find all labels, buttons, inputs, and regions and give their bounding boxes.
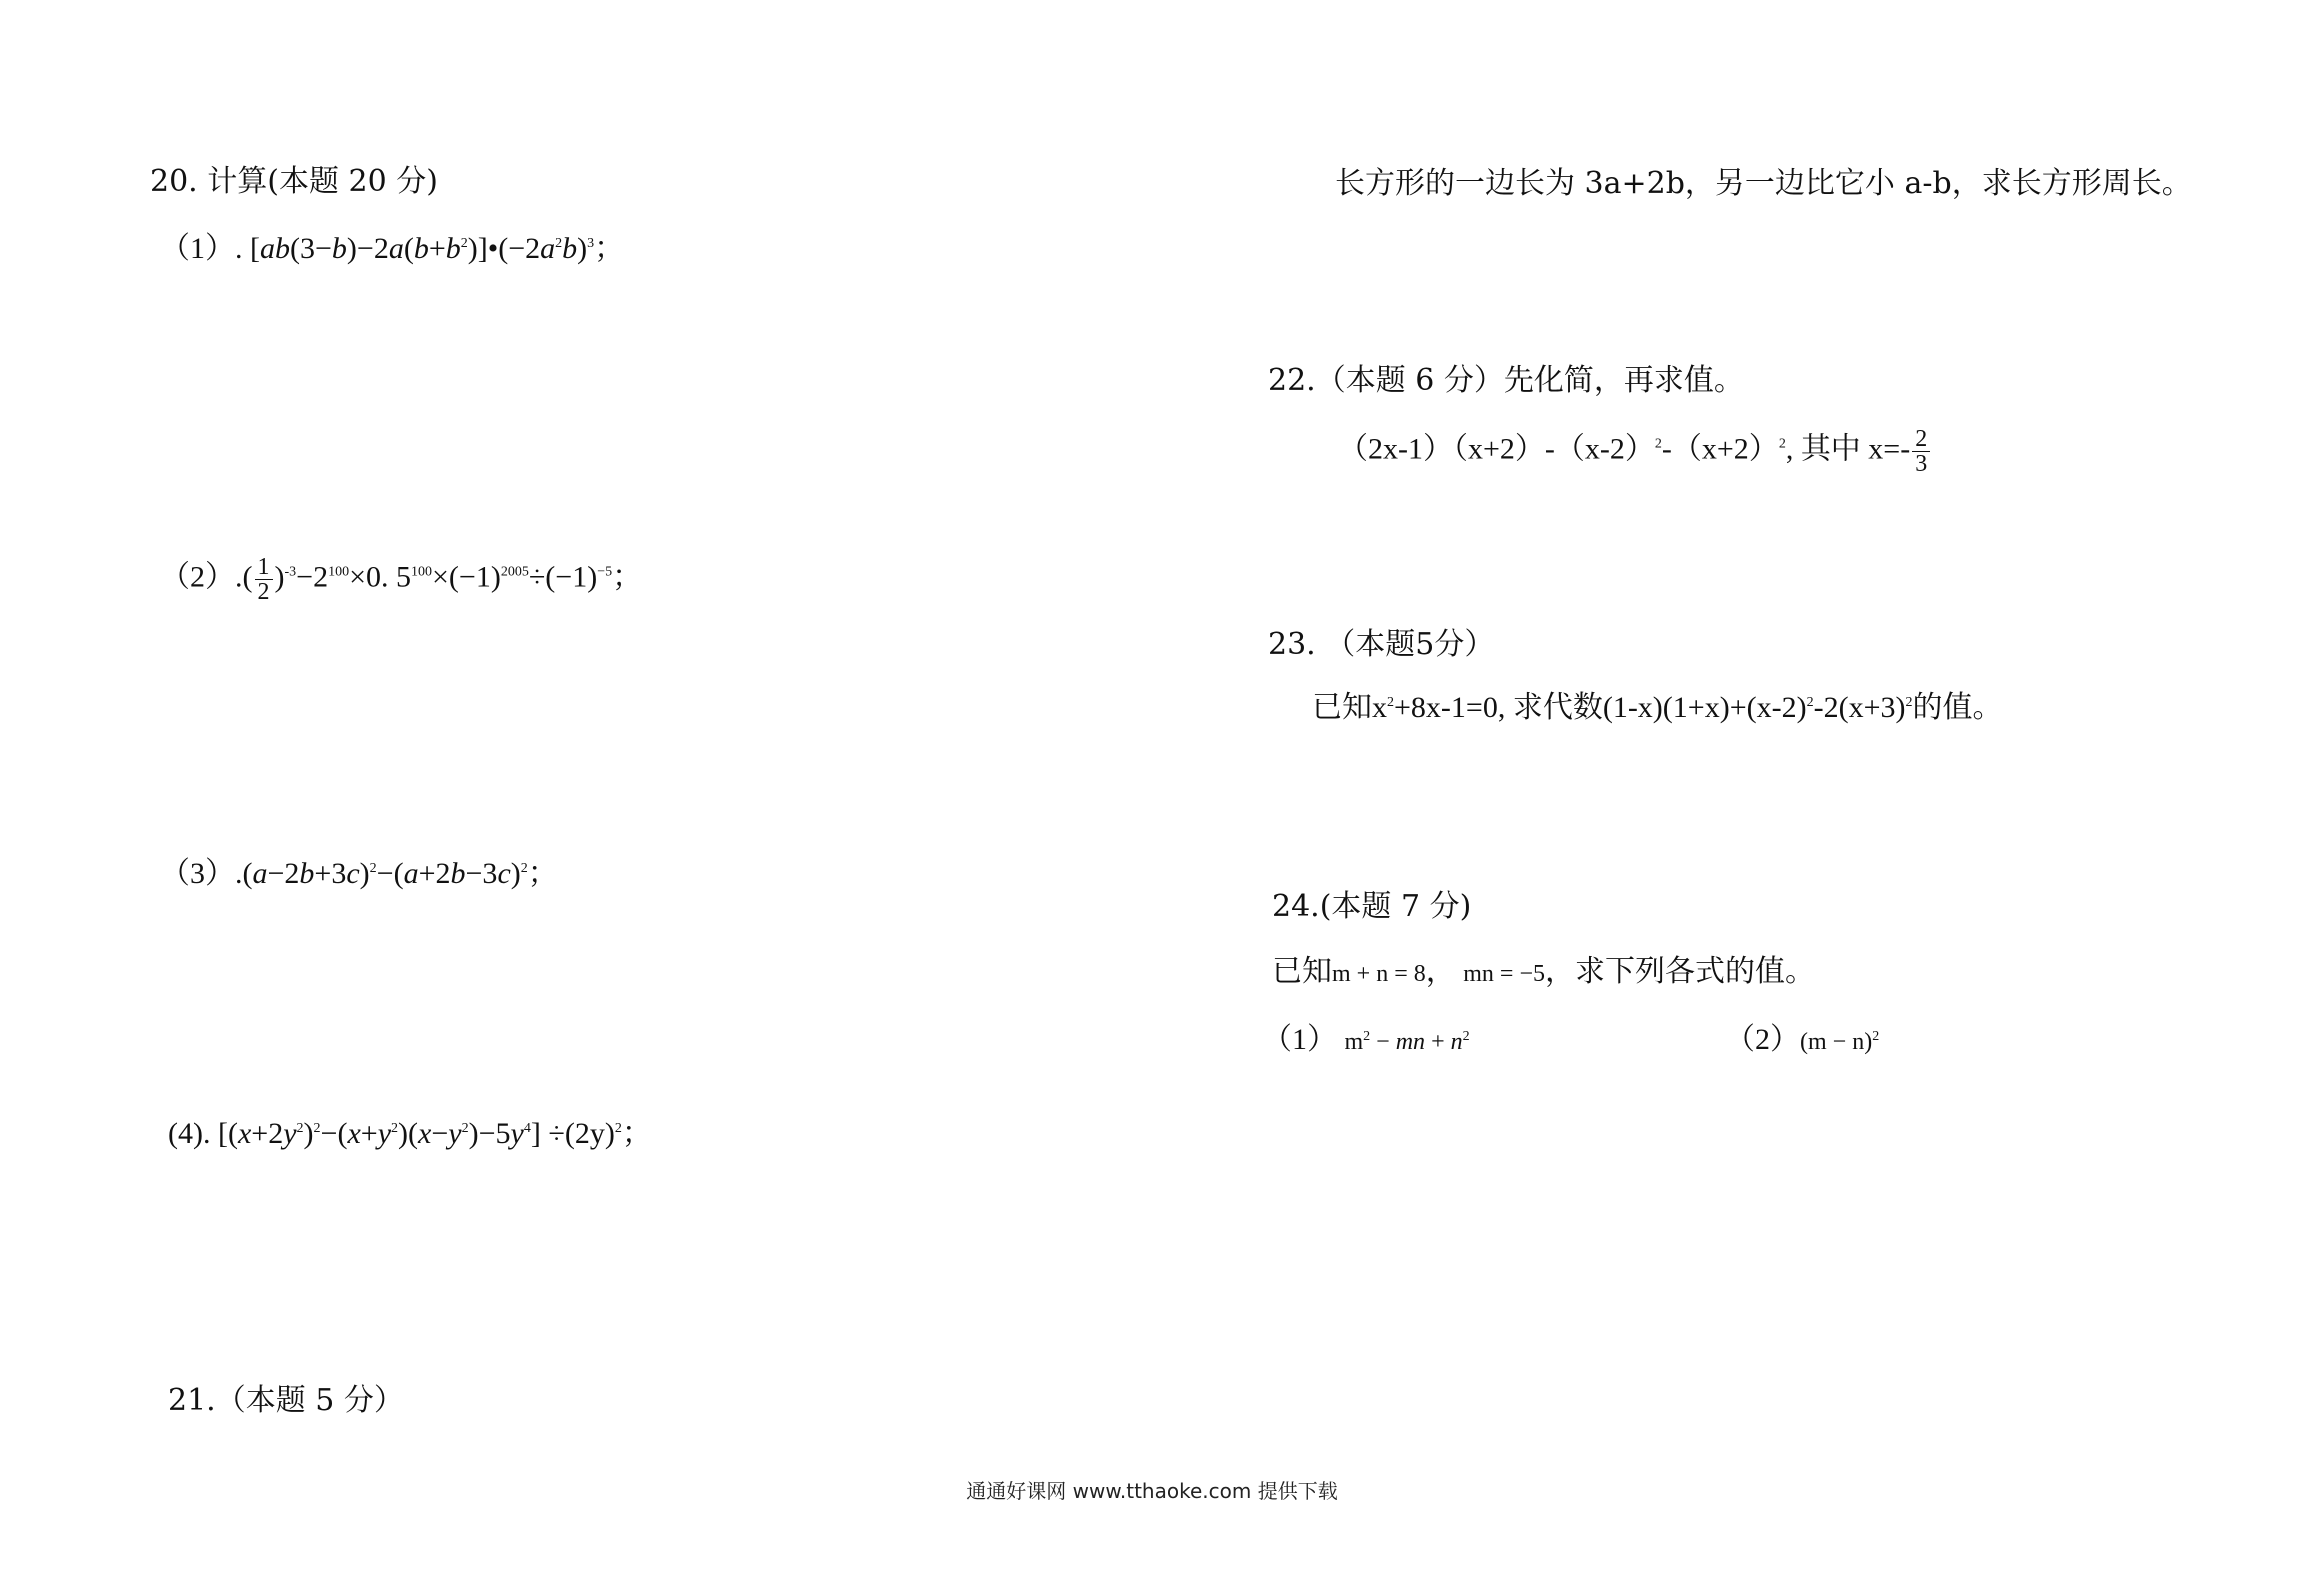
q24-part2-label: （2）	[1725, 1023, 1800, 1056]
fraction-two-thirds: $\frac{2}{3}$	[1912, 427, 1930, 476]
q20-part4-label: (4).	[168, 1117, 211, 1150]
q20-part4: (4). $[(x+2y^2)^2-(x+y^2)(x-y^2)-5y^4] \div(2y)^2$；	[168, 1117, 652, 1150]
q24-part2: $(2)(m - n)^2$	[1725, 1023, 1880, 1056]
q24-given: 已知m + n = 8， mn = −5，求下列各式的值。	[1272, 955, 1815, 988]
q20-part2: （2）.( $\frac{1}{2}$ )$^{-3}-2^{100}\times 0$. $5^{100}\times(-1)^{2005}\div(-1)^{-5}$；	[160, 554, 643, 605]
q20-part2-label: （2）.	[160, 560, 243, 594]
q20-part3: $(3).(a-2b+3c)^2-(a+2b-3c)^2$；	[160, 857, 558, 890]
q21-heading: 21.（本题 5 分）	[168, 1383, 404, 1418]
q20-part1-label: （1）.	[160, 232, 243, 265]
q20-heading: 20. 计算(本题 20 分)	[150, 164, 438, 199]
q20-part1: （1）. $[ab(3-b)-2a(b+b^2)]•(-2a^2b)^3$；	[160, 232, 625, 265]
q22-heading: 22.（本题 6 分）先化简，再求值。	[1268, 363, 1744, 398]
q23-heading: 23. （本题5分）	[1268, 627, 1495, 662]
q24-part1: （1） $m^2$ − mn + $n^2$	[1262, 1023, 1470, 1056]
fraction-half: $\frac{1}{2}$	[255, 555, 273, 604]
q22-expression: $(2x-1)(x+2)-(x-2)^2-(x+2)^2$, 其中 x=- $\frac{2}{3}$	[1338, 427, 1932, 476]
q23-text: 已知$x^2+8x-1=0$, 求代数$(1-x)(1+x)+(x-2)^2-2(x+3)^2$的值。	[1312, 691, 2003, 724]
q21-text: 长方形的一边长为 3a+2b，另一边比它小 a-b，求长方形周长。	[1335, 166, 2192, 201]
q24-part1-label: （1）	[1262, 1023, 1337, 1056]
q24-heading: 24.(本题 7 分)	[1272, 889, 1472, 924]
footer-source: 通通好课网 www.tthaoke.com 提供下载	[966, 1479, 1338, 1503]
q20-part3-label: （3）.	[160, 857, 243, 890]
